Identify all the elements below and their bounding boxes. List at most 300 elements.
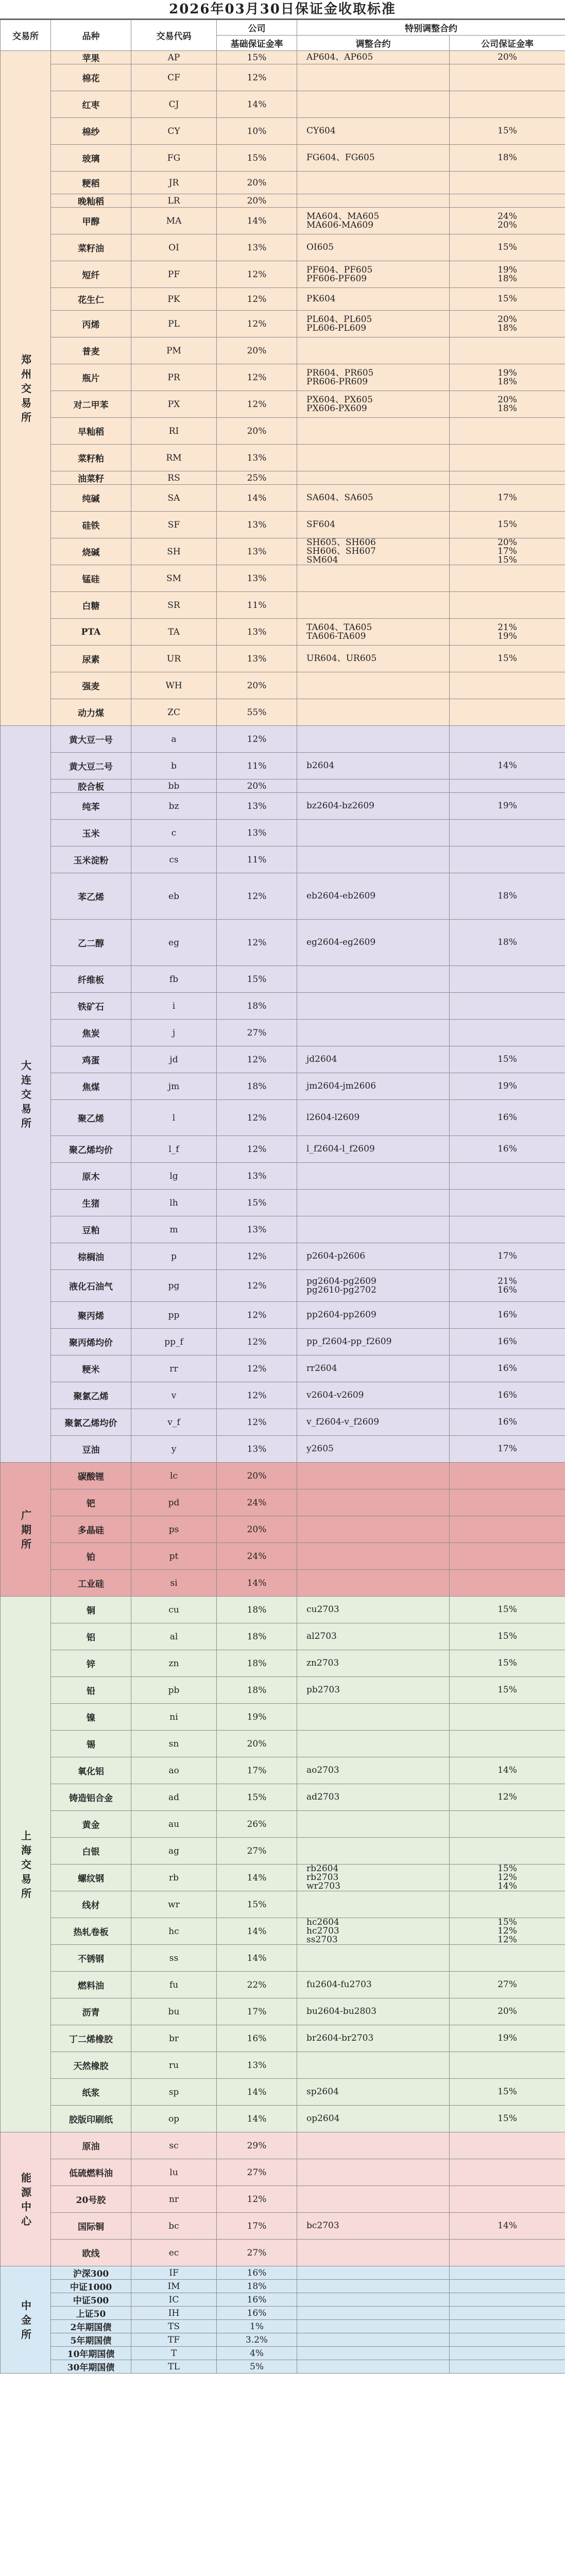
company-rate-cell [450,2266,565,2280]
product-cell: 红枣 [51,91,131,118]
company-rate-cell [450,2079,565,2106]
table-row [1,565,565,592]
base-rate-cell: 24% [217,1489,297,1516]
contract-cell [297,2159,450,2186]
company-rate-cell [450,2052,565,2079]
contract-cell [297,1046,450,1073]
code-cell: lu [131,2159,217,2186]
code-cell: bc [131,2213,217,2240]
product-cell: 苹果 [51,51,131,64]
contract-cell [297,1329,450,1355]
table-row [1,2280,565,2293]
product-cell: 丁二烯橡胶 [51,2025,131,2052]
company-rate-cell [450,1543,565,1570]
company-rate-cell [450,512,565,538]
table-row [1,512,565,538]
company-rate-cell [450,1046,565,1073]
table-row [1,1243,565,1270]
base-rate-cell: 20% [217,672,297,699]
contract-cell [297,1302,450,1329]
company-rate-value: 18% [498,937,517,947]
company-rate-value: 20% [498,314,517,325]
contract-value: cu2703 [306,1604,339,1615]
table-row [1,873,565,920]
base-rate-cell: 14% [217,1945,297,1972]
contract-cell [297,208,450,234]
contract-value: pp2604-pp2609 [306,1310,376,1320]
table-row [1,118,565,145]
contract-cell [297,2079,450,2106]
base-rate-cell: 18% [217,1677,297,1704]
company-rate-cell [450,1811,565,1838]
product-cell: 菜籽油 [51,234,131,261]
table-row [1,1489,565,1516]
company-rate-cell [450,1243,565,1270]
base-rate-cell: 18% [217,1650,297,1677]
company-rate-cell [450,145,565,172]
table-row [1,418,565,445]
contract-cell [297,1972,450,1998]
code-cell: bb [131,779,217,793]
contract-value: hc2703 [306,1926,339,1936]
contract-value: v_f2604-v_f2609 [306,1417,380,1427]
product-cell: 鸡蛋 [51,1046,131,1073]
product-cell: 燃料油 [51,1972,131,1998]
company-rate-value: 21% [498,622,517,633]
contract-value: PX606-PX609 [306,403,367,414]
product-cell: 普麦 [51,337,131,364]
base-rate-cell: 20% [217,1463,297,1489]
code-cell: c [131,820,217,846]
code-cell: pd [131,1489,217,1516]
company-rate-cell [450,445,565,471]
code-cell: TL [131,2360,217,2374]
contract-value: PF606-PF609 [306,273,367,284]
company-rate-value: 15% [498,653,517,664]
company-rate-value: 18% [498,376,517,387]
product-cell: 粳稻 [51,172,131,194]
base-rate-cell: 15% [217,1891,297,1918]
table-row [1,1918,565,1945]
contract-value: sp2604 [306,2087,339,2097]
code-cell: SH [131,538,217,565]
product-cell: 聚氯乙烯均价 [51,1409,131,1436]
product-cell: 碳酸锂 [51,1463,131,1489]
code-cell: WH [131,672,217,699]
base-rate-cell: 13% [217,538,297,565]
company-rate-cell [450,1998,565,2025]
table-row [1,2266,565,2280]
contract-value: fu2604-fu2703 [306,1979,372,1990]
product-cell: 乙二醇 [51,920,131,966]
company-rate-cell [450,118,565,145]
contract-cell [297,145,450,172]
header-special-group: 特别调整合约 [297,20,565,36]
company-rate-value: 15% [498,242,517,252]
header-contract: 调整合约 [297,36,450,51]
base-rate-cell: 16% [217,2307,297,2320]
product-cell: 纸浆 [51,2079,131,2106]
table-row [1,2132,565,2159]
product-cell: 短纤 [51,261,131,288]
table-row [1,51,565,64]
table-row [1,1623,565,1650]
table-row [1,753,565,779]
base-rate-cell: 15% [217,966,297,993]
product-cell: 铸造铝合金 [51,1784,131,1811]
product-cell: 早籼稻 [51,418,131,445]
contract-value: bc2703 [306,2221,339,2231]
contract-value: pb2703 [306,1685,340,1695]
company-rate-cell [450,565,565,592]
code-cell: JR [131,172,217,194]
contract-cell [297,565,450,592]
company-rate-cell [450,1270,565,1302]
company-rate-cell [450,920,565,966]
table-row [1,1757,565,1784]
base-rate-cell: 13% [217,565,297,592]
product-cell: 纯碱 [51,485,131,512]
base-rate-cell: 17% [217,1757,297,1784]
table-row [1,2159,565,2186]
contract-cell [297,592,450,619]
table-row [1,1355,565,1382]
code-cell: SR [131,592,217,619]
base-rate-cell: 12% [217,1270,297,1302]
code-cell: PK [131,288,217,311]
table-row [1,1731,565,1757]
code-cell: CF [131,64,217,91]
table-row [1,1163,565,1190]
contract-value: PL606-PL609 [306,323,367,333]
company-rate-cell [450,1570,565,1597]
table-row [1,2347,565,2360]
table-row [1,1516,565,1543]
code-cell: TS [131,2320,217,2333]
company-rate-cell [450,337,565,364]
company-rate-cell [450,1020,565,1046]
table-row [1,2360,565,2374]
company-rate-cell [450,2320,565,2333]
table-row [1,672,565,699]
exchange-cell: 中金所 [1,2266,51,2374]
code-cell: lh [131,1190,217,1216]
product-cell: 纯苯 [51,793,131,820]
contract-value: SH605、SH606 [306,538,376,548]
contract-cell [297,1073,450,1100]
code-cell: PR [131,364,217,391]
company-rate-cell [450,846,565,873]
product-cell: 棉花 [51,64,131,91]
base-rate-cell: 20% [217,194,297,208]
company-rate-cell [450,1190,565,1216]
code-cell: T [131,2347,217,2360]
product-cell: 锡 [51,1731,131,1757]
base-rate-cell: 12% [217,2186,297,2213]
contract-cell [297,471,450,485]
table-row [1,91,565,118]
header-base-rate: 基础保证金率 [217,36,297,51]
contract-value: TA604、TA605 [306,622,372,633]
product-cell: 甲醇 [51,208,131,234]
company-rate-cell [450,1731,565,1757]
company-rate-value: 12% [498,1935,517,1945]
product-cell: 国际铜 [51,2213,131,2240]
contract-value: ao2703 [306,1765,339,1775]
company-rate-value: 18% [498,323,517,333]
header-exchange: 交易所 [1,20,51,51]
product-cell: 聚丙烯 [51,1302,131,1329]
table-row [1,1136,565,1163]
company-rate-value: 16% [498,1144,517,1154]
base-rate-cell: 16% [217,2293,297,2307]
contract-value: MA604、MA605 [306,211,380,222]
contract-value: pg2604-pg2609 [306,1276,376,1286]
table-row [1,2213,565,2240]
table-row [1,1046,565,1073]
company-rate-cell [450,311,565,337]
code-cell: j [131,1020,217,1046]
company-rate-value: 17% [498,1444,517,1454]
company-rate-cell [450,261,565,288]
table-row [1,1650,565,1677]
company-rate-cell [450,779,565,793]
company-rate-value: 15% [498,2113,517,2124]
company-rate-cell [450,1838,565,1865]
company-rate-cell [450,1677,565,1704]
code-cell: cu [131,1597,217,1623]
contract-value: UR604、UR605 [306,653,377,664]
contract-cell [297,2320,450,2333]
product-cell: 尿素 [51,646,131,672]
base-rate-cell: 29% [217,2132,297,2159]
base-rate-cell: 4% [217,2347,297,2360]
contract-value: PK604 [306,294,336,304]
base-rate-cell: 15% [217,145,297,172]
company-rate-cell [450,672,565,699]
contract-cell [297,699,450,726]
contract-cell [297,1757,450,1784]
company-rate-cell [450,793,565,820]
code-cell: PF [131,261,217,288]
company-rate-value: 14% [498,1881,517,1891]
contract-cell [297,1784,450,1811]
product-cell: 苯乙烯 [51,873,131,920]
company-rate-cell [450,873,565,920]
table-row [1,1945,565,1972]
base-rate-cell: 17% [217,2213,297,2240]
company-rate-cell [450,1436,565,1463]
product-cell: 聚丙烯均价 [51,1329,131,1355]
contract-cell [297,118,450,145]
base-rate-cell: 5% [217,2360,297,2374]
product-cell: 原木 [51,1163,131,1190]
exchange-cell: 广期所 [1,1463,51,1597]
base-rate-cell: 12% [217,1046,297,1073]
company-rate-cell [450,208,565,234]
code-cell: CJ [131,91,217,118]
code-cell: ZC [131,699,217,726]
contract-cell [297,2307,450,2320]
table-row [1,1838,565,1865]
product-cell: 玉米 [51,820,131,846]
code-cell: i [131,993,217,1020]
table-row [1,445,565,471]
company-rate-cell [450,391,565,418]
table-row [1,145,565,172]
product-cell: 铅 [51,1677,131,1704]
product-cell: 镍 [51,1704,131,1731]
company-rate-value: 19% [498,367,517,378]
code-cell: bz [131,793,217,820]
product-cell: 2年期国债 [51,2320,131,2333]
company-rate-cell [450,1382,565,1409]
contract-value: v2604-v2609 [306,1390,364,1400]
company-rate-cell [450,619,565,646]
exchange-cell: 大连交易所 [1,726,51,1463]
table-row [1,64,565,91]
base-rate-cell: 27% [217,1838,297,1865]
product-cell: 螺纹钢 [51,1865,131,1891]
contract-cell [297,512,450,538]
product-cell: 低硫燃料油 [51,2159,131,2186]
company-rate-cell [450,485,565,512]
table-row [1,2079,565,2106]
product-cell: 线材 [51,1891,131,1918]
base-rate-cell: 13% [217,234,297,261]
company-rate-cell [450,364,565,391]
contract-cell [297,846,450,873]
company-rate-cell [450,820,565,846]
table-row [1,993,565,1020]
code-cell: MA [131,208,217,234]
product-cell: 热轧卷板 [51,1918,131,1945]
contract-cell [297,234,450,261]
table-row [1,1998,565,2025]
table-row [1,234,565,261]
code-cell: lc [131,1463,217,1489]
base-rate-cell: 12% [217,1302,297,1329]
code-cell: hc [131,1918,217,1945]
contract-cell [297,993,450,1020]
base-rate-cell: 11% [217,753,297,779]
table-row [1,726,565,753]
code-cell: PM [131,337,217,364]
product-cell: 焦炭 [51,1020,131,1046]
base-rate-cell: 15% [217,51,297,64]
code-cell: op [131,2106,217,2132]
table-row [1,2106,565,2132]
company-rate-value: 16% [498,1112,517,1123]
product-cell: 锌 [51,1650,131,1677]
contract-cell [297,1945,450,1972]
base-rate-cell: 12% [217,920,297,966]
company-rate-cell [450,1329,565,1355]
table-row [1,966,565,993]
company-rate-cell [450,699,565,726]
contract-value: rb2703 [306,1872,339,1883]
contract-cell [297,1543,450,1570]
company-rate-value: 18% [498,403,517,414]
contract-value: eg2604-eg2609 [306,937,376,947]
contract-value: l2604-l2609 [306,1112,360,1123]
contract-cell [297,1623,450,1650]
company-rate-cell [450,592,565,619]
base-rate-cell: 22% [217,1972,297,1998]
company-rate-cell [450,2132,565,2159]
table-row [1,1382,565,1409]
table-row [1,2333,565,2347]
product-cell: 聚乙烯均价 [51,1136,131,1163]
table-row [1,1463,565,1489]
contract-value: pp_f2604-pp_f2609 [306,1336,392,1347]
base-rate-cell: 11% [217,846,297,873]
code-cell: RS [131,471,217,485]
contract-cell [297,1704,450,1731]
company-rate-cell [450,1355,565,1382]
code-cell: ao [131,1757,217,1784]
company-rate-cell [450,471,565,485]
code-cell: v_f [131,1409,217,1436]
contract-cell [297,1731,450,1757]
company-rate-cell [450,288,565,311]
base-rate-cell: 19% [217,1704,297,1731]
code-cell: RI [131,418,217,445]
product-cell: 多晶硅 [51,1516,131,1543]
company-rate-cell [450,2213,565,2240]
base-rate-cell: 17% [217,1998,297,2025]
page-title: 2026年03月30日保证金收取标准 [0,0,565,20]
contract-cell [297,1891,450,1918]
contract-cell [297,1650,450,1677]
product-cell: 豆油 [51,1436,131,1463]
contract-cell [297,391,450,418]
contract-value: l_f2604-l_f2609 [306,1144,375,1154]
contract-cell [297,1811,450,1838]
company-rate-value: 20% [498,52,517,62]
base-rate-cell: 13% [217,619,297,646]
product-cell: 粳米 [51,1355,131,1382]
contract-value: SA604、SA605 [306,493,373,503]
contract-cell [297,1409,450,1436]
code-cell: CY [131,118,217,145]
base-rate-cell: 13% [217,1216,297,1243]
code-cell: si [131,1570,217,1597]
product-cell: 上证50 [51,2307,131,2320]
company-rate-value: 15% [498,2087,517,2097]
contract-cell [297,1998,450,2025]
contract-cell [297,1270,450,1302]
code-cell: ad [131,1784,217,1811]
code-cell: y [131,1436,217,1463]
company-rate-cell [450,1650,565,1677]
table-row [1,337,565,364]
contract-cell [297,2360,450,2374]
company-rate-cell [450,2025,565,2052]
code-cell: OI [131,234,217,261]
contract-cell [297,2293,450,2307]
contract-value: CY604 [306,126,336,136]
code-cell: cs [131,846,217,873]
product-cell: 欧线 [51,2240,131,2266]
contract-cell [297,1489,450,1516]
product-cell: 30年期国债 [51,2360,131,2374]
contract-cell [297,445,450,471]
product-cell: PTA [51,619,131,646]
table-row [1,1409,565,1436]
code-cell: fu [131,1972,217,1998]
table-row [1,1570,565,1597]
